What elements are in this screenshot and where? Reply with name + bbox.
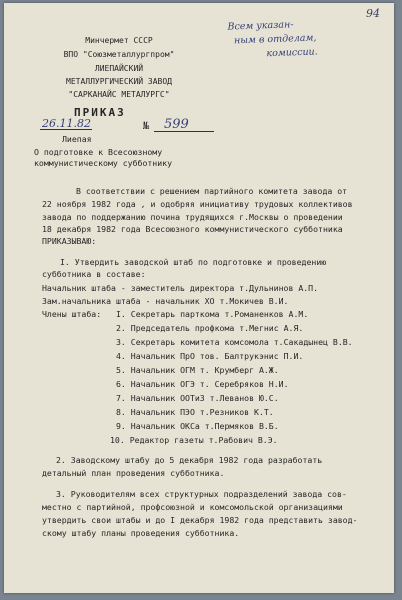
subject-line: коммунистическому субботнику — [34, 158, 173, 168]
body-line: 18 декабря 1982 года Всесоюзного коммунистического субботника — [42, 224, 343, 234]
margin-note-line: комиссии. — [266, 46, 318, 60]
staff-chief: Начальник штаба - заместитель директора т.Дульнинов А.П. — [42, 283, 319, 293]
margin-note-line: Всем указан- — [227, 19, 294, 33]
plant-name-line: "САРКАНАЙС МЕТАЛУРГС" — [68, 90, 170, 99]
item-3-line: утвердить свои штабы и до I декабря 1982 года представить завод- — [42, 515, 358, 525]
number-underline — [154, 131, 214, 132]
margin-note — [227, 17, 318, 62]
member-row: 5. Начальник ОГМ т. Крумберг А.Ж. — [116, 365, 279, 375]
member-row: 7. Начальник ООТиЗ т.Леванов Ю.С. — [116, 393, 279, 403]
item-1-line: I. Утвердить заводской штаб по подготовке и проведению — [60, 257, 327, 267]
item-2-line: 2. Заводскому штабу до 5 декабря 1982 года разработать — [56, 455, 323, 465]
plant-line: ЛИЕПАЙСКИЙ — [94, 64, 144, 73]
item-3-line: местно с партийной, профсоюзной и комсомольской организациями — [42, 502, 343, 512]
city: Лиепая — [62, 134, 92, 144]
document-page — [4, 3, 394, 593]
member-row: 4. Начальник ПрО тов. Балтрукэнис П.И. — [116, 351, 304, 361]
ministry-line: Минчермет СССР — [85, 36, 153, 45]
page-number: 94 — [366, 7, 380, 20]
body-line: завода по поддержанию почина трудящихся г.Москвы о проведении — [42, 212, 343, 222]
document-number: 599 — [164, 117, 189, 132]
subject-line: О подготовке к Всесоюзному — [34, 147, 163, 157]
member-row: I. Секретарь парткома т.Романенков А.М. — [116, 309, 309, 319]
member-row: 2. Председатель профкома т.Мегнис А.Я. — [116, 323, 304, 333]
member-row: 10. Редактор газеты т.Рабович В.Э. — [110, 435, 278, 445]
body-line: 22 ноября 1982 года , и одобряя инициативу трудовых коллективов — [42, 199, 353, 209]
member-row: 9. Начальник ОКСа т.Пермяков В.Б. — [116, 421, 279, 431]
members-label: Члены штаба: — [42, 309, 102, 319]
member-row: 6. Начальник ОГЭ т. Серебряков Н.И. — [116, 379, 289, 389]
item-3-line: скому штабу планы проведения субботника. — [42, 528, 240, 538]
plant-line: МЕТАЛЛУРГИЧЕСКИЙ ЗАВОД — [66, 77, 172, 86]
staff-deputy: Зам.начальника штаба - начальник ХО т.Мокичев В.И. — [42, 296, 289, 306]
member-row: 3. Секретарь комитета комсомола т.Сакадынец В.В. — [116, 337, 353, 347]
item-1-line: субботника в составе: — [42, 269, 146, 279]
item-3-line: 3. Руководителям всех структурных подразделений завода сов- — [56, 489, 347, 499]
document-title: ПРИКАЗ — [74, 106, 126, 119]
date-underline — [40, 129, 92, 130]
number-sign: № — [143, 121, 150, 132]
document-date: 26.11.82 — [42, 117, 91, 130]
item-2-line: детальный план проведения субботника. — [42, 468, 225, 478]
member-row: 8. Начальник ПЭО т.Резников К.Т. — [116, 407, 274, 417]
order-keyword: ПРИКАЗЫВАЮ: — [42, 236, 97, 246]
body-line: В соответствии с решением партийного комитета завода от — [76, 186, 348, 196]
association-line: ВПО "Союзметаллургпром" — [63, 50, 175, 59]
margin-note-line: ным в отделам, — [233, 32, 317, 47]
